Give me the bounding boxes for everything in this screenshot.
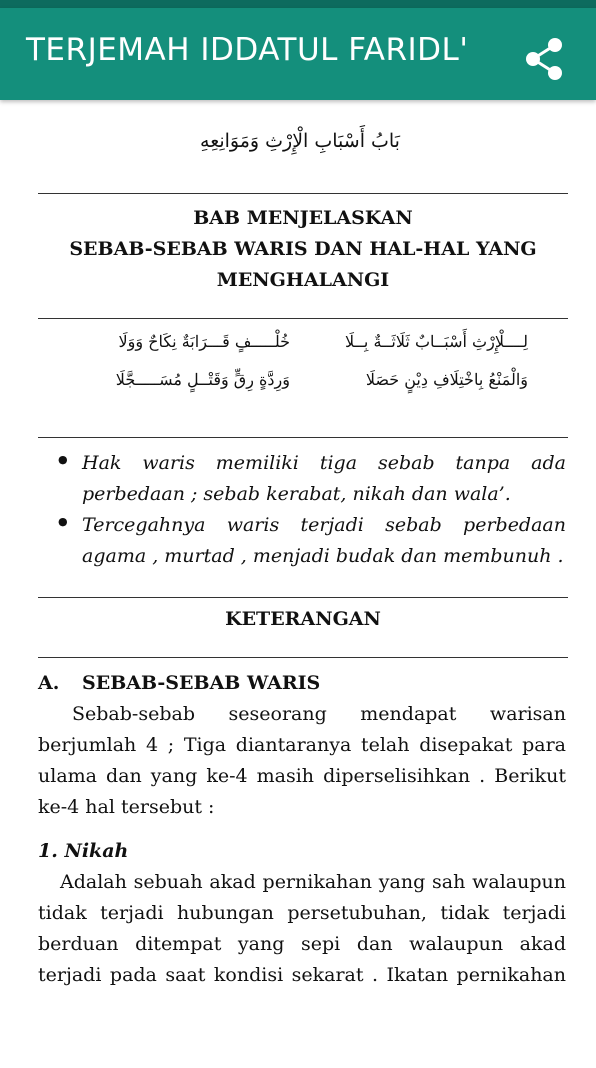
reader-content[interactable]	[0, 100, 596, 1068]
chapter-heading-line: BAB MENJELASKAN	[193, 207, 413, 229]
section-a-title: SEBAB-SEBAB WARIS	[82, 672, 321, 694]
status-bar	[0, 0, 596, 8]
chapter-heading-line: SEBAB-SEBAB WARIS DAN HAL-HAL YANG	[69, 238, 537, 260]
paragraph-line: berjumlah 4 ; Tiga diantaranya telah disepakat para	[38, 734, 566, 756]
paragraph-line: ke-4 hal tersebut :	[38, 796, 215, 818]
bullet-dot: ●	[58, 515, 68, 528]
section-a-marker: A.	[38, 672, 60, 694]
paragraph-line: berduan ditempat yang sepi dan walaupun akad	[38, 933, 566, 955]
nikah-paragraph	[38, 867, 566, 991]
verse-line2-left: وَرِدَّةٍ رِقٍّ وَقَتْــلٍ مُسَـــــجَّلَا	[115, 370, 290, 389]
bullet-line: Tercegahnya waris terjadi sebab perbedaan	[82, 514, 566, 536]
divider	[38, 437, 568, 438]
paragraph-line: tidak terjadi hubungan persetubuhan, tidak terjadi	[38, 902, 566, 924]
keterangan-heading: KETERANGAN	[225, 608, 381, 630]
paragraph-line: Adalah sebuah akad pernikahan yang sah walaupun	[60, 871, 566, 893]
bullet-line: perbedaan ; sebab kerabat, nikah dan wala’.	[82, 483, 511, 505]
paragraph-line: terjadi pada saat kondisi sekarat . Ikatan pernikahan	[38, 964, 566, 986]
nikah-title: 1. Nikah	[38, 840, 129, 862]
bullet-line: agama , murtad , menjadi budak dan membunuh .	[82, 545, 564, 567]
divider	[38, 318, 568, 319]
divider	[38, 657, 568, 658]
share-icon	[520, 34, 570, 84]
app-bar	[0, 8, 596, 100]
paragraph-line: Sebab-sebab seseorang mendapat warisan	[72, 703, 566, 725]
chapter-heading	[38, 203, 568, 296]
bullet-text	[82, 448, 566, 510]
chapter-heading-line: MENGHALANGI	[216, 269, 390, 291]
bullet-line: Hak waris memiliki tiga sebab tanpa ada	[82, 452, 566, 474]
paragraph-line: ulama dan yang ke-4 masih diperselisihkan . Berikut	[38, 765, 566, 787]
verse-line1-right: لِــــلْإِرْثِ أَسْبَــابٌ ثَلَاثَــةٌ بِــلَا	[345, 332, 528, 351]
verse-line2-right: وَالْمَنْعُ بِاخْتِلَافِ دِيْنٍ حَصَلَا	[365, 370, 528, 389]
divider	[38, 193, 568, 194]
chapter-arabic-title: بَابُ أَسْبَابِ الْإِرْثِ وَمَوَانِعِهِ	[200, 130, 400, 152]
section-a-paragraph	[38, 699, 566, 823]
divider	[38, 597, 568, 598]
verse-line1-left: خُلْـــــفٍ قَـــرَابَةٌ نِكَاحٌ وَوَلَا	[118, 332, 290, 351]
app-title: TERJEMAH IDDATUL FARIDL'	[26, 32, 469, 68]
share-button[interactable]	[520, 34, 570, 84]
bullet-dot: ●	[58, 453, 68, 466]
bullet-text	[82, 510, 566, 572]
